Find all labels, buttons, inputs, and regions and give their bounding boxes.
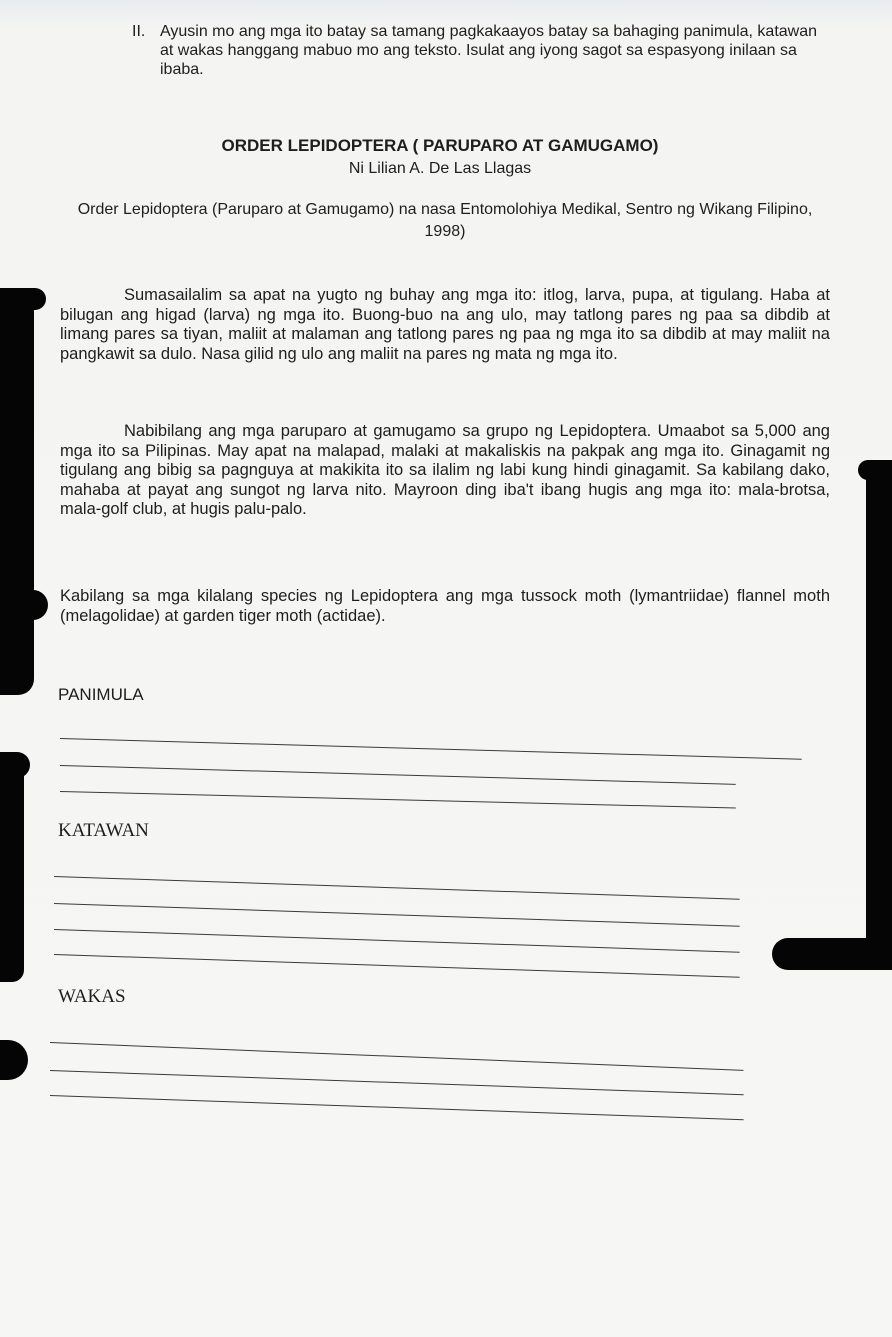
katawan-answer-line[interactable] xyxy=(54,876,740,900)
panimula-answer-line[interactable] xyxy=(60,765,736,785)
instruction-number: II. xyxy=(132,23,146,40)
article-source: Order Lepidoptera (Paruparo at Gamugamo) na nasa Entomolohiya Medikal, Sentro ng Wikang Filipino, 1998) xyxy=(77,201,813,240)
marker-bracket-right-top xyxy=(858,460,892,480)
panimula-answer-line[interactable] xyxy=(60,738,802,760)
paragraph-life-cycle: Sumasailalim sa apat na yugto ng buhay ang mga ito: itlog, larva, pupa, at tigulang. Haba at bilugan ang higad (larva) ng mga ito. Buong-buo na ang ulo, may tatlong pares ng paa sa dibdib at limang pares sa tiyan, maliit at malaman ang tatlong pares ng paa ng mga ito sa dibdib at may maliit na pangkawit sa dulo. Nasa gilid ng ulo ang maliit na pares ng mata ng mga ito. xyxy=(60,286,830,363)
panimula-answer-line[interactable] xyxy=(60,791,736,809)
article-author: Ni Lilian A. De Las Llagas xyxy=(348,160,532,177)
marker-bracket-left-lower-cap xyxy=(0,752,30,778)
section-label-wakas: WAKAS xyxy=(58,986,126,1007)
section-label-panimula: PANIMULA xyxy=(58,685,144,704)
marker-dot-left-bottom xyxy=(0,1040,28,1080)
wakas-answer-line[interactable] xyxy=(50,1070,744,1095)
marker-bracket-left-upper xyxy=(0,295,34,695)
section-label-katawan: KATAWAN xyxy=(58,820,149,841)
marker-bracket-right-bottom xyxy=(772,938,892,970)
instruction xyxy=(132,22,822,79)
paragraph-description: Nabibilang ang mga paruparo at gamugamo sa grupo ng Lepidoptera. Umaabot sa 5,000 ang mga ito sa Pilipinas. May apat na malapad, malaki at makaliskis na pakpak ang mga ito. Ginagamit ng tigulang ang bibig sa pagnguya at makikita ito sa ilalim ng labi kung hindi ginagamit. Sa kabilang dako, mahaba at payat ang sungot ng larva nito. Mayroon ding iba't ibang hugis ang mga ito: mala-brotsa, mala-golf club, at hugis palu-palo. xyxy=(60,422,830,518)
marker-bracket-right xyxy=(866,462,892,962)
wakas-answer-line[interactable] xyxy=(50,1042,743,1071)
wakas-answer-line[interactable] xyxy=(50,1095,744,1120)
marker-bracket-left-mid-cap xyxy=(0,590,48,620)
katawan-answer-line[interactable] xyxy=(54,954,740,978)
marker-bracket-left-lower xyxy=(0,752,24,982)
katawan-answer-line[interactable] xyxy=(54,903,740,927)
marker-bracket-left-upper-cap xyxy=(0,288,46,310)
article-title: ORDER LEPIDOPTERA ( PARUPARO AT GAMUGAMO) xyxy=(221,136,659,155)
paragraph-species: Kabilang sa mga kilalang species ng Lepidoptera ang mga tussock moth (lymantriidae) flannel moth (melagolidae) at garden tiger moth (actidae). xyxy=(60,587,830,625)
instruction-text: Ayusin mo ang mga ito batay sa tamang pagkakaayos batay sa bahaging panimula, katawan at wakas hanggang mabuo mo ang teksto. Isulat ang iyong sagot sa espasyong inilaan sa ibaba. xyxy=(160,23,818,78)
katawan-answer-line[interactable] xyxy=(54,929,740,953)
